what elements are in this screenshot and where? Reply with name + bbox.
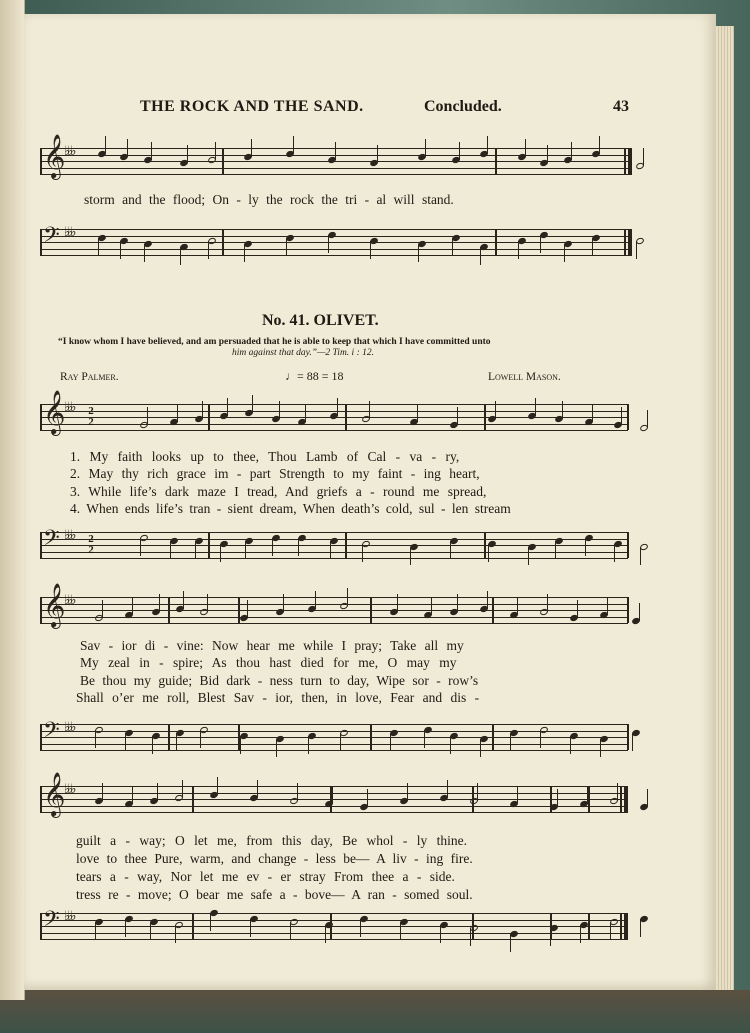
key-signature-flats: ♭♭♭ bbox=[64, 528, 74, 543]
note-stem bbox=[555, 541, 556, 559]
note-stem bbox=[369, 401, 370, 419]
note-stem bbox=[640, 547, 641, 565]
lyric-line: My zeal in - spire; As thou hast died for me, O may my bbox=[80, 655, 457, 670]
note-stem bbox=[252, 395, 253, 413]
note-stem bbox=[144, 244, 145, 262]
note-stem bbox=[132, 786, 133, 804]
treble-clef-icon: 𝄞 bbox=[43, 583, 66, 627]
key-signature-flats: ♭♭♭ bbox=[64, 593, 74, 608]
note-stem bbox=[400, 922, 401, 940]
note-stem bbox=[607, 597, 608, 615]
note-stem bbox=[418, 244, 419, 262]
note-stem bbox=[240, 736, 241, 754]
note-stem bbox=[95, 922, 96, 940]
note-stem bbox=[340, 733, 341, 751]
note-stem bbox=[202, 401, 203, 419]
note-stem bbox=[125, 733, 126, 751]
note-stem bbox=[528, 547, 529, 565]
note-stem bbox=[547, 594, 548, 612]
note-stem bbox=[600, 739, 601, 757]
treble-staff bbox=[40, 583, 628, 627]
note-stem bbox=[477, 783, 478, 801]
note-stem bbox=[208, 241, 209, 259]
note-stem bbox=[510, 733, 511, 751]
note-stem bbox=[450, 736, 451, 754]
note-stem bbox=[272, 538, 273, 556]
key-signature-flats: ♭♭♭ bbox=[64, 144, 74, 159]
note-stem bbox=[290, 922, 291, 940]
note-stem bbox=[95, 730, 96, 748]
note-stem bbox=[564, 244, 565, 262]
key-signature-flats: ♭♭♭ bbox=[64, 400, 74, 415]
note-stem bbox=[636, 241, 637, 259]
note-stem bbox=[647, 410, 648, 428]
bass-clef-icon: 𝄢 bbox=[43, 223, 60, 253]
note-stem bbox=[176, 733, 177, 751]
note-stem bbox=[488, 544, 489, 562]
note-stem bbox=[127, 139, 128, 157]
note-stem bbox=[308, 736, 309, 754]
note-stem bbox=[182, 780, 183, 798]
note-stem bbox=[580, 925, 581, 943]
note-stem bbox=[517, 597, 518, 615]
note-stem bbox=[177, 404, 178, 422]
note-stem bbox=[102, 600, 103, 618]
lyric-line: guilt a - way; O let me, from this day, Be whol - ly thine. bbox=[76, 833, 467, 848]
note-stem bbox=[495, 401, 496, 419]
note-stem bbox=[279, 401, 280, 419]
note-stem bbox=[480, 247, 481, 265]
note-stem bbox=[283, 594, 284, 612]
note-stem bbox=[330, 541, 331, 559]
note-stem bbox=[518, 241, 519, 259]
note-stem bbox=[200, 730, 201, 748]
treble-clef-icon: 𝄞 bbox=[43, 772, 66, 816]
note-stem bbox=[217, 777, 218, 795]
note-stem bbox=[120, 241, 121, 259]
note-stem bbox=[276, 739, 277, 757]
note-stem bbox=[487, 591, 488, 609]
note-stem bbox=[431, 597, 432, 615]
note-stem bbox=[102, 783, 103, 801]
note-stem bbox=[251, 139, 252, 157]
time-signature: 2 2 bbox=[88, 533, 94, 556]
note-stem bbox=[397, 594, 398, 612]
note-stem bbox=[157, 783, 158, 801]
lyric-line: love to thee Pure, warm, and change - less be— A liv - ing fire. bbox=[76, 851, 473, 866]
lyric-line: tears a - way, Nor let me ev - er stray From thee a - side. bbox=[76, 869, 455, 884]
note-stem bbox=[480, 739, 481, 757]
note-stem bbox=[440, 925, 441, 943]
header-concluded: Concluded. bbox=[424, 98, 502, 115]
bass-clef-icon: 𝄢 bbox=[43, 718, 60, 748]
note-stem bbox=[557, 789, 558, 807]
bass-staff bbox=[40, 718, 628, 750]
note-stem bbox=[337, 398, 338, 416]
note-stem bbox=[247, 600, 248, 618]
key-signature-flats: ♭♭♭ bbox=[64, 720, 74, 735]
note-stem bbox=[550, 928, 551, 946]
note-stem bbox=[244, 244, 245, 262]
note-stem bbox=[257, 780, 258, 798]
note-stem bbox=[457, 407, 458, 425]
note-stem bbox=[417, 404, 418, 422]
note-stem bbox=[592, 238, 593, 256]
lyric-line: Sav - ior di - vine: Now hear me while I pray; Take all my bbox=[80, 638, 464, 653]
note-stem bbox=[510, 934, 511, 952]
note-stem bbox=[452, 238, 453, 256]
note-stem bbox=[132, 597, 133, 615]
note-stem bbox=[614, 544, 615, 562]
lyric-line: 1. My faith looks up to thee, Thou Lamb of Cal - va - ry, bbox=[70, 449, 460, 464]
time-signature: 2 2 bbox=[88, 405, 94, 428]
note-stem bbox=[547, 145, 548, 163]
bass-staff bbox=[40, 223, 632, 255]
note-stem bbox=[183, 591, 184, 609]
note-stem bbox=[617, 783, 618, 801]
note-stem bbox=[315, 591, 316, 609]
note-stem bbox=[525, 139, 526, 157]
key-signature-flats: ♭♭♭ bbox=[64, 782, 74, 797]
lyric-line: 4. When ends life’s tran - sient dream, When death’s cold, sul - len stream bbox=[70, 501, 511, 516]
lyric-line: 2. May thy rich grace im - part Strength to my faint - ing heart, bbox=[70, 466, 480, 481]
note-stem bbox=[639, 603, 640, 621]
treble-clef-icon: 𝄞 bbox=[43, 134, 66, 178]
key-signature-flats: ♭♭♭ bbox=[64, 225, 74, 240]
note-stem bbox=[347, 588, 348, 606]
note-stem bbox=[487, 136, 488, 154]
note-stem bbox=[152, 736, 153, 754]
note-stem bbox=[328, 235, 329, 253]
note-stem bbox=[195, 541, 196, 559]
note-stem bbox=[286, 238, 287, 256]
treble-staff bbox=[40, 134, 632, 178]
note-stem bbox=[621, 407, 622, 425]
note-stem bbox=[305, 404, 306, 422]
note-stem bbox=[407, 783, 408, 801]
note-stem bbox=[220, 544, 221, 562]
note-stem bbox=[450, 541, 451, 559]
note-stem bbox=[517, 786, 518, 804]
note-stem bbox=[151, 142, 152, 160]
note-stem bbox=[180, 247, 181, 265]
note-stem bbox=[335, 142, 336, 160]
note-stem bbox=[377, 145, 378, 163]
note-stem bbox=[175, 925, 176, 943]
continuation-lyric: storm and the flood; On - ly the rock the tri - al will stand. bbox=[84, 192, 454, 207]
note-stem bbox=[459, 142, 460, 160]
lyric-line: tress re - move; O bear me safe a - bove— A ran - somed soul. bbox=[76, 887, 473, 902]
note-stem bbox=[159, 594, 160, 612]
hymn-title: No. 41. OLIVET. bbox=[262, 312, 379, 329]
treble-clef-icon: 𝄞 bbox=[43, 390, 66, 434]
note-stem bbox=[170, 541, 171, 559]
note-stem bbox=[643, 148, 644, 166]
note-stem bbox=[150, 922, 151, 940]
note-stem bbox=[140, 538, 141, 556]
note-stem bbox=[585, 538, 586, 556]
note-stem bbox=[250, 919, 251, 937]
treble-staff bbox=[40, 772, 628, 816]
lyric-line: 3. While life’s dark maze I tread, And griefs a - round me spread, bbox=[70, 484, 487, 499]
note-stem bbox=[632, 733, 633, 751]
note-stem bbox=[599, 136, 600, 154]
note-stem bbox=[425, 139, 426, 157]
facing-page-edge bbox=[0, 0, 25, 1000]
note-stem bbox=[571, 142, 572, 160]
hymn-author: Ray Palmer. bbox=[60, 371, 119, 383]
note-stem bbox=[360, 919, 361, 937]
note-stem bbox=[577, 600, 578, 618]
scripture-quote-line1: “I know whom I have believed, and am persuaded that he is able to keep that which I have committed unto bbox=[58, 337, 491, 347]
note-stem bbox=[293, 136, 294, 154]
scripture-quote-line2: him against that day.”—2 Tim. i : 12. bbox=[232, 348, 374, 358]
note-stem bbox=[570, 736, 571, 754]
note-stem bbox=[105, 136, 106, 154]
note-stem bbox=[587, 786, 588, 804]
note-stem bbox=[362, 544, 363, 562]
note-stem bbox=[447, 780, 448, 798]
note-stem bbox=[147, 407, 148, 425]
page-stack-edge bbox=[716, 26, 734, 990]
book-bottom-edge bbox=[0, 990, 750, 1033]
note-stem bbox=[457, 594, 458, 612]
lyric-line: Be thou my guide; Bid dark - ness turn to day, Wipe sor - row’s bbox=[80, 673, 479, 688]
note-stem bbox=[592, 404, 593, 422]
note-stem bbox=[540, 730, 541, 748]
bass-clef-icon: 𝄢 bbox=[43, 907, 60, 937]
note-stem bbox=[125, 919, 126, 937]
note-stem bbox=[297, 783, 298, 801]
header-title: THE ROCK AND THE SAND. bbox=[140, 98, 364, 115]
note-stem bbox=[470, 928, 471, 946]
note-stem bbox=[562, 401, 563, 419]
note-stem bbox=[647, 789, 648, 807]
note-stem bbox=[610, 922, 611, 940]
bass-staff bbox=[40, 526, 628, 558]
note-stem bbox=[215, 142, 216, 160]
note-stem bbox=[424, 730, 425, 748]
page-number: 43 bbox=[613, 98, 629, 115]
hymn-composer: Lowell Mason. bbox=[488, 371, 561, 383]
note-stem bbox=[390, 733, 391, 751]
lyric-line: Shall o’er me roll, Blest Sav - ior, then, in love, Fear and dis - bbox=[76, 690, 480, 705]
note-stem bbox=[245, 541, 246, 559]
note-stem bbox=[367, 789, 368, 807]
note-stem bbox=[207, 594, 208, 612]
bass-clef-icon: 𝄢 bbox=[43, 526, 60, 556]
note-stem bbox=[640, 919, 641, 937]
note-stem bbox=[227, 398, 228, 416]
note-stem bbox=[332, 786, 333, 804]
page-header bbox=[140, 98, 629, 124]
bass-staff bbox=[40, 907, 628, 939]
note-stem bbox=[210, 913, 211, 931]
treble-staff bbox=[40, 390, 628, 434]
note-stem bbox=[535, 398, 536, 416]
note-stem bbox=[540, 235, 541, 253]
key-signature-flats: ♭♭♭ bbox=[64, 909, 74, 924]
note-stem bbox=[410, 547, 411, 565]
note-stem bbox=[98, 238, 99, 256]
note-stem bbox=[325, 925, 326, 943]
note-stem bbox=[370, 241, 371, 259]
note-stem bbox=[187, 145, 188, 163]
tempo-marking: ♩= 88 = 18 bbox=[285, 369, 344, 383]
note-stem bbox=[298, 538, 299, 556]
